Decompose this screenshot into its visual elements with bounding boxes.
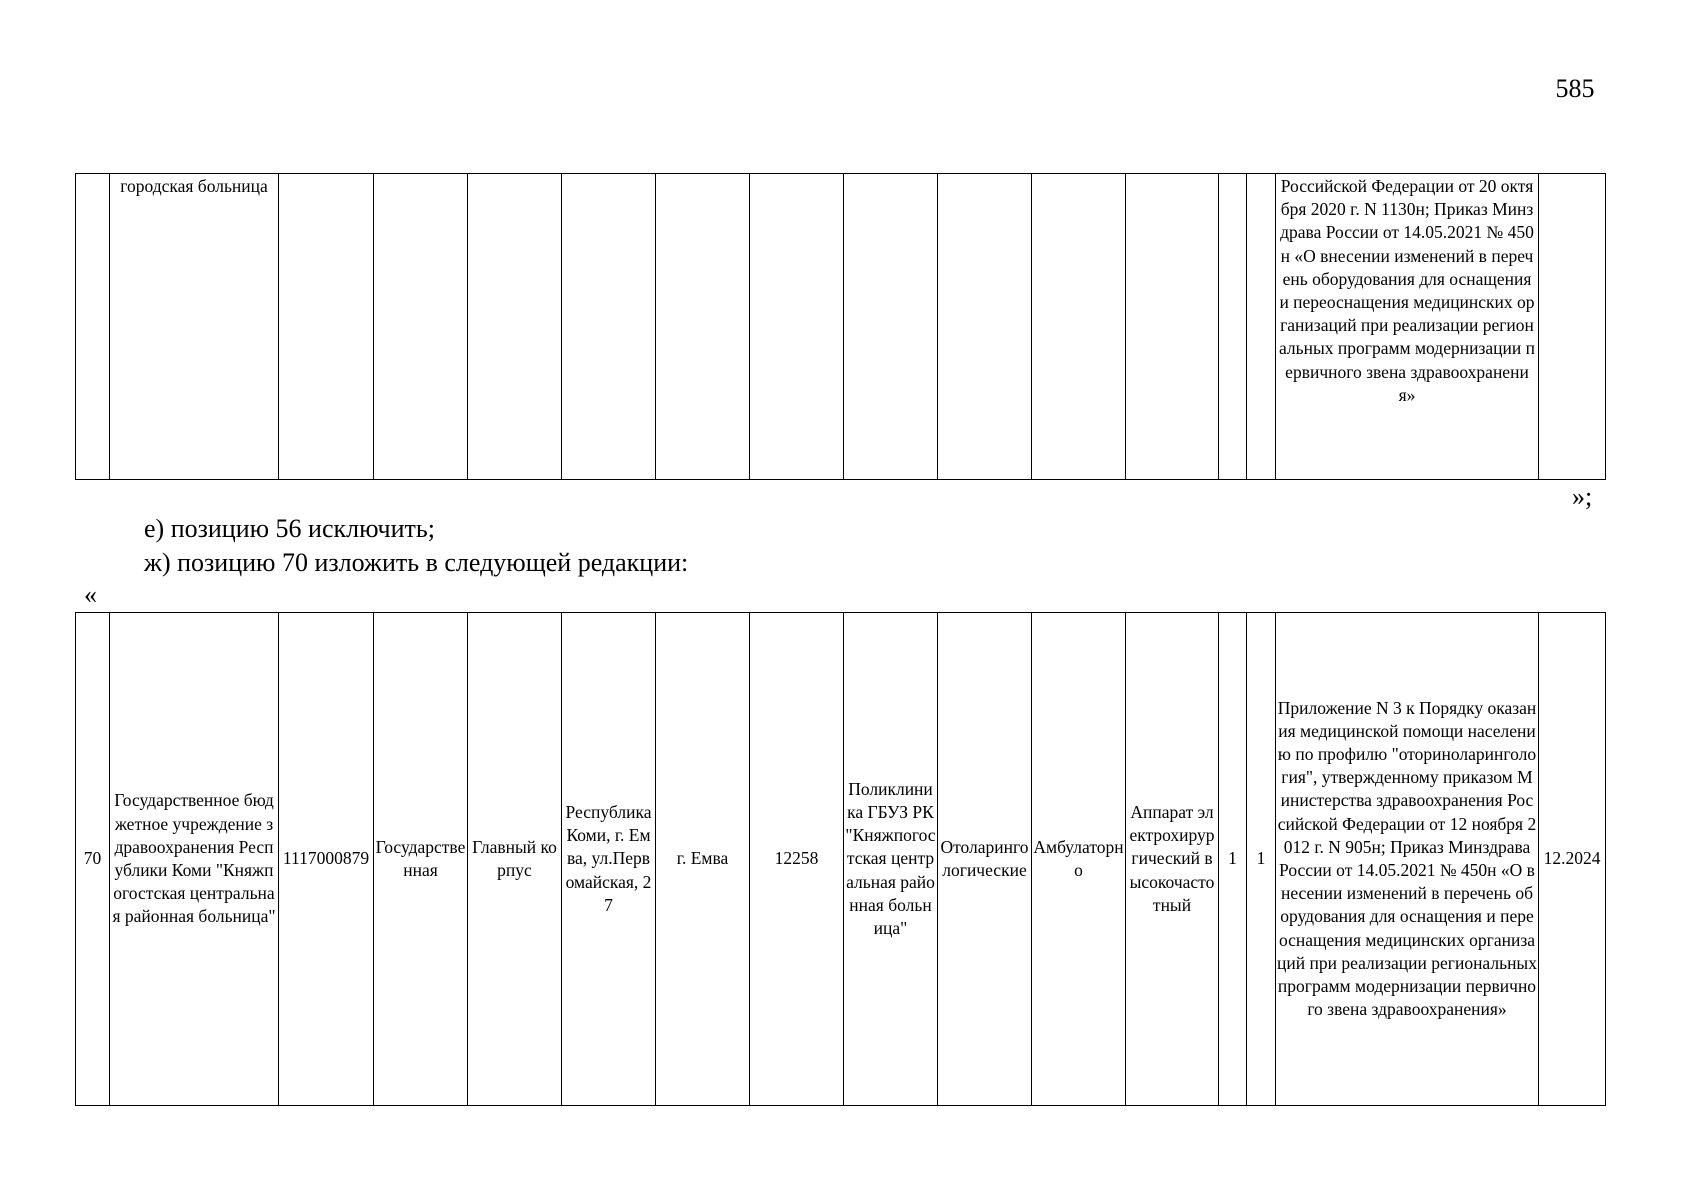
page-number: 585 [1555, 74, 1595, 103]
cell-number: 70 [76, 613, 110, 1106]
cell-quantity [1219, 174, 1247, 480]
cell-settlement: г. Емва [656, 613, 750, 1106]
cell-address [562, 174, 656, 480]
cell-profile: Отоларингологические [938, 613, 1032, 1106]
cell-quantity-2: 1 [1247, 613, 1276, 1106]
cell-legal-basis: Российской Федерации от 20 октября 2020 г. N 1130н; Приказ Минздрава России от 14.05.2021 № 450н «О внесении изменений в перечень оборудования для оснащения и переоснащения медицинских организаций при реализации региональных программ модернизации первичного звена здравоохранения» [1276, 174, 1539, 480]
cell-division [844, 174, 938, 480]
table-row [76, 613, 1606, 1106]
cell-ogrn: 1117000879 [279, 613, 374, 1106]
instruction-delete-56: е) позицию 56 исключить; [144, 514, 435, 543]
cell-building: Главный корпус [468, 613, 562, 1106]
cell-care-form: Амбулаторно [1032, 613, 1126, 1106]
cell-ownership: Государственная [374, 613, 468, 1106]
equipment-table-position-70 [75, 612, 1606, 1106]
cell-care-form [1032, 174, 1126, 480]
cell-population [750, 174, 844, 480]
cell-number [76, 174, 110, 480]
closing-quote: »; [1572, 482, 1593, 511]
cell-building [468, 174, 562, 480]
cell-deadline: 12.2024 [1539, 613, 1606, 1106]
instruction-replace-70: ж) позицию 70 изложить в следующей редакции: [144, 548, 689, 577]
cell-quantity: 1 [1219, 613, 1247, 1106]
cell-ogrn [279, 174, 374, 480]
cell-profile [938, 174, 1032, 480]
cell-organization: городская больница [110, 174, 279, 480]
opening-quote: « [84, 580, 97, 609]
cell-division: Поликлиника ГБУЗ РК "Княжпогостская центральная районная больница" [844, 613, 938, 1106]
cell-quantity-2 [1247, 174, 1276, 480]
cell-equipment: Аппарат электрохирургический высокочастотный [1126, 613, 1219, 1106]
cell-ownership [374, 174, 468, 480]
equipment-table-continuation [75, 173, 1606, 480]
cell-legal-basis: Приложение N 3 к Порядку оказания медицинской помощи населению по профилю "оториноларингология", утвержденному приказом Министерства здравоохранения Российской Федерации от 12 ноября 2012 г. N 905н; Приказ Минздрава России от 14.05.2021 № 450н «О внесении изменений в перечень оборудования для оснащения и переоснащения медицинских организаций при реализации региональных программ модернизации первичного звена здравоохранения» [1276, 613, 1539, 1106]
cell-organization: Государственное бюджетное учреждение здравоохранения Республики Коми "Княжпогостская центральная районная больница" [110, 613, 279, 1106]
table-row [76, 174, 1606, 480]
cell-equipment [1126, 174, 1219, 480]
cell-deadline [1539, 174, 1606, 480]
cell-settlement [656, 174, 750, 480]
cell-population: 12258 [750, 613, 844, 1106]
cell-address: Республика Коми, г. Емва, ул.Первомайская, 27 [562, 613, 656, 1106]
